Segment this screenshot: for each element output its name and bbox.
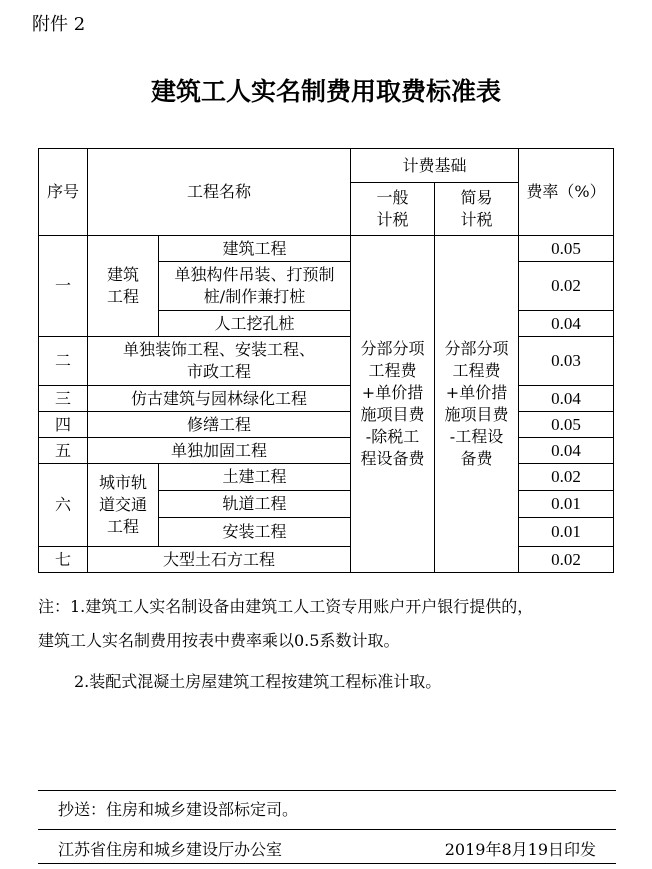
project-name-cell: 安装工程 bbox=[159, 518, 351, 547]
simple-tax-basis-cell: 分部分项 工程费 +单价措 施项目费 -工程设 备费 bbox=[435, 236, 519, 573]
project-name-cell: 轨道工程 bbox=[159, 491, 351, 518]
seq-cell: 一 bbox=[39, 236, 88, 337]
issuing-office: 江苏省住房和城乡建设厅办公室 bbox=[58, 840, 283, 859]
rate-cell: 0.02 bbox=[519, 464, 614, 491]
note-line-3: 2.装配式混凝土房屋建筑工程按建筑工程标准计取。 bbox=[74, 672, 442, 691]
seq-cell: 六 bbox=[39, 464, 88, 547]
project-name-cell: 人工挖孔桩 bbox=[159, 311, 351, 337]
cc-line: 抄送：住房和城乡建设部标定司。 bbox=[58, 800, 299, 819]
rate-cell: 0.05 bbox=[519, 412, 614, 438]
rate-cell: 0.04 bbox=[519, 386, 614, 412]
rate-cell: 0.01 bbox=[519, 491, 614, 518]
rate-cell: 0.01 bbox=[519, 518, 614, 547]
project-name-cell: 单独装饰工程、安装工程、 市政工程 bbox=[88, 337, 351, 386]
fee-standard-table bbox=[38, 148, 614, 573]
footer-rule-middle bbox=[38, 829, 616, 830]
project-name-cell: 单独构件吊装、打预制 桩/制作兼打桩 bbox=[159, 262, 351, 311]
seq-cell: 五 bbox=[39, 438, 88, 464]
seq-cell: 三 bbox=[39, 386, 88, 412]
rate-cell: 0.02 bbox=[519, 547, 614, 573]
seq-cell: 七 bbox=[39, 547, 88, 573]
project-name-cell: 仿古建筑与园林绿化工程 bbox=[88, 386, 351, 412]
rate-cell: 0.04 bbox=[519, 311, 614, 337]
group-cell: 城市轨 道交通 工程 bbox=[88, 464, 159, 547]
header-simple-tax: 简易 计税 bbox=[435, 183, 519, 236]
attachment-label: 附件 2 bbox=[32, 14, 86, 35]
seq-cell: 二 bbox=[39, 337, 88, 386]
rate-cell: 0.02 bbox=[519, 262, 614, 311]
project-name-cell: 土建工程 bbox=[159, 464, 351, 491]
project-name-cell: 修缮工程 bbox=[88, 412, 351, 438]
group-cell: 建筑 工程 bbox=[88, 236, 159, 337]
general-tax-basis-cell: 分部分项 工程费 +单价措 施项目费 -除税工 程设备费 bbox=[351, 236, 435, 573]
header-project-name: 工程名称 bbox=[88, 149, 351, 236]
footer-rule-bottom bbox=[38, 863, 616, 864]
page-title: 建筑工人实名制费用取费标准表 bbox=[150, 77, 501, 106]
header-rate: 费率（%） bbox=[519, 149, 614, 236]
seq-cell: 四 bbox=[39, 412, 88, 438]
note-line-2: 建筑工人实名制费用按表中费率乘以0.5系数计取。 bbox=[38, 631, 400, 650]
note-line-1: 注：1.建筑工人实名制设备由建筑工人工资专用账户开户银行提供的， bbox=[38, 597, 534, 616]
header-seq: 序号 bbox=[39, 149, 88, 236]
header-fee-basis: 计费基础 bbox=[351, 149, 519, 183]
rate-cell: 0.03 bbox=[519, 337, 614, 386]
issue-date: 2019年8月19日印发 bbox=[444, 840, 596, 859]
footer-rule-top bbox=[38, 790, 616, 791]
rate-cell: 0.04 bbox=[519, 438, 614, 464]
project-name-cell: 大型土石方工程 bbox=[88, 547, 351, 573]
header-general-tax: 一般 计税 bbox=[351, 183, 435, 236]
project-name-cell: 单独加固工程 bbox=[88, 438, 351, 464]
project-name-cell: 建筑工程 bbox=[159, 236, 351, 262]
rate-cell: 0.05 bbox=[519, 236, 614, 262]
